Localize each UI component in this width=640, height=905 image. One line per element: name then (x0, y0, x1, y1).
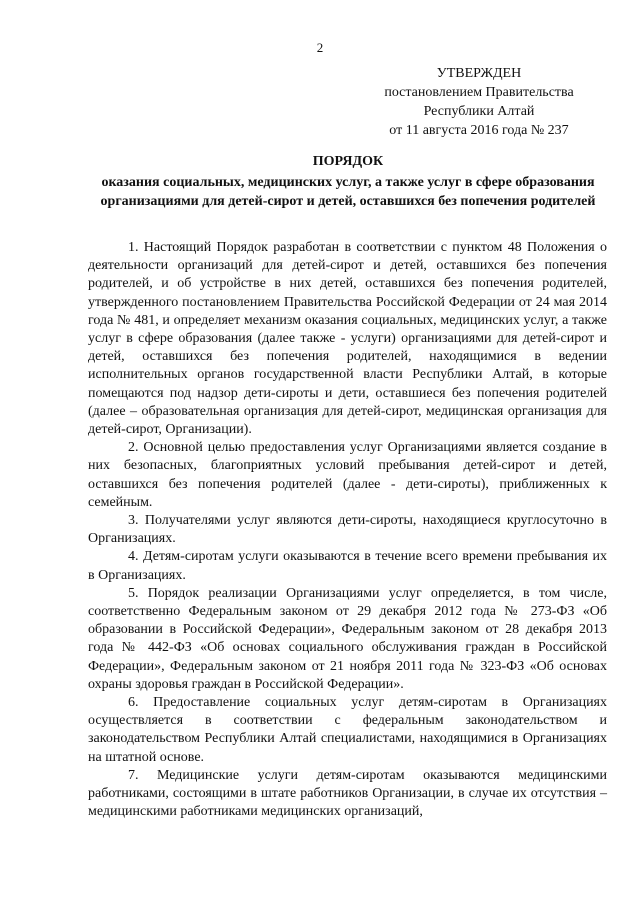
document-body (88, 239, 607, 822)
paragraph-5: 5. Порядок реализации Организациями услуг определяется, в том числе, соответственно Федеральным законом от 29 декабря 2012 года № 273-ФЗ «Об образовании в Российской Федерации», Федеральным законом от 28 декабря 2013 года № 442-ФЗ «Об основах социального обслуживания граждан в Российской Федерации», Федеральным законом от 21 ноября 2011 года № 323-ФЗ «Об основах охраны здоровья граждан в Российской Федерации». (88, 585, 607, 692)
paragraph-6: 6. Предоставление социальных услуг детям-сиротам в Организациях осуществляется в соответствии с федеральным законодательством и законодательством Республики Алтай специалистами, находящимися в Организациях на штатной основе. (88, 695, 607, 765)
approval-line-republic: Республики Алтай (423, 104, 535, 119)
paragraph-4: 4. Детям-сиротам услуги оказываются в течение всего времени пребывания их в Организациях. (88, 549, 607, 583)
approval-stamp (374, 64, 584, 140)
title-heading: ПОРЯДОК (312, 154, 384, 169)
paragraph-3: 3. Получателями услуг являются дети-сироты, находящиеся круглосуточно в Организациях. (88, 513, 607, 547)
paragraph-7: 7. Медицинские услуги детям-сиротам оказываются медицинскими работниками, состоящими в штате работников Организации, в случае их отсутствия – медицинскими работниками медицинских организаций, (88, 767, 607, 820)
document-title (88, 152, 608, 211)
approval-line-decree: постановлением Правительства (384, 85, 574, 100)
approval-line-date: от 11 августа 2016 года № 237 (389, 123, 569, 138)
paragraph-2: 2. Основной целью предоставления услуг Организациями является создание в них безопасных, благоприятных условий пребывания детей-сирот и детей, оставшихся без попечения родителей (далее - дети-сироты), приближенных к семейным. (88, 440, 607, 510)
approval-line-approved: УТВЕРЖДЕН (436, 66, 522, 81)
page-number: 2 (316, 40, 324, 55)
title-subtitle: оказания социальных, медицинских услуг, а также услуг в сфере образования организациями для детей-сирот и детей, оставшихся без попечения родителей (100, 175, 596, 209)
paragraph-1: 1. Настоящий Порядок разработан в соответствии с пунктом 48 Положения о деятельности организаций для детей-сирот и детей, оставшихся без попечения родителей, и об устройстве в них детей, оставшихся без попечения родителей, утвержденного постановлением Правительства Российской Федерации от 24 мая 2014 года № 481, и определяет механизм оказания социальных, медицинских услуг, а также услуг в сфере образования (далее также - услуги) организациями для детей-сирот и детей, оставшихся без попечения родителей, находящимися в ведении исполнительных органов государственной власти Республики Алтай, в которые помещаются под надзор дети-сироты и дети, оставшиеся без попечения родителей (далее – образовательная организация для детей-сирот, медицинская организация для детей-сирот, Организации). (88, 240, 607, 438)
